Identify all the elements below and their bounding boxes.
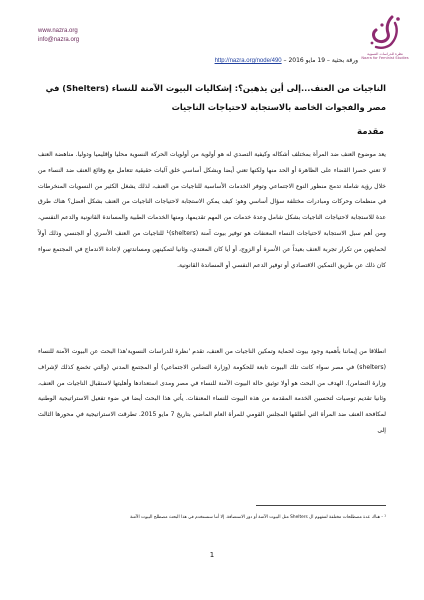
reference-url[interactable]: http://nazra.org/node/490 [214,58,282,64]
reference-date: ورقة بحثية – 19 مايو 2016 – [281,57,358,64]
logo-tagline: نظرة للدراسات النسوية Nazra for Feminist Studies [361,52,409,61]
document-title: الناجيات من العنف...إلى أين يذهبن؟: إشكاليات البيوت الآمنة للنساء (Shelters) في مصر والفجوات الخاصة بالاستجابة لاحتياجات الناجيات [45,83,386,112]
paragraph: يعد موضوع العنف ضد المرأة بمختلف أشكاله وكيفية التصدي له هو أولوية من أولويات الحركة النسوية محليا وإقليميا ودوليا. مناهضة العنف لا تعني حصرا القضاء على الظاهرة أو الحد منها ولكنها تعني أيضا وبشكل أساسي خلق آليات حقيقية تتعامل مع وقائع العنف ضد النساء من خلال رؤية شاملة تدمج منظور النوع الاجتماعي وتوفر الخدمات الأساسية للناجيات من العنف، لذلك يشغل الكثير من النسويات المنخرطات في منظمات وحركات ومبادرات مختلفة سؤال أساسي وهو: كيف يمكن الاستجابة لاحتياجات الناجيات من العنف بشكل أفضل؟ هناك طرق عدة للاستجابة لاحتياجات الناجيات بشكل شامل وعدة خدمات من المهم تقديمها، ومنها الخدمات الطبية والمساندة القانونية والدعم النفسي، ومن أهم سبل الاستجابة لاحتياجات النساء المعنفات هو توفير بيوت آمنة (shelters)¹ للناجيات من العنف الأسري أو الجنسي وذلك أولاً لحمايتهن من تكرار تجربة العنف بعيداً عن الأسرة أو الزوج، أو أيا كان المعتدي، وثانيا لتمكينهن ومساندتهن لإعادة الاندماج في المجتمع سواء كان ذلك عن طريق التمكين الاقتصادي أو توفير الدعم النفسي أو المساندة القانونية. [38,151,386,269]
footnote: ¹ - هناك عدة مصطلحات مختلفة لمفهوم ال Shelters مثل البيوت الآمنة أو دور الاستضافة. إلا أننا سنستخدم في هذا البحث مصطلح البيوت الآمنة [130,515,386,520]
nazra-logo [362,13,408,57]
page-number: 1 [209,551,215,559]
header-contact [38,27,79,45]
reference-line [188,57,358,64]
section-heading: مقدمة [356,127,384,137]
footnote-divider [256,505,386,506]
paragraph: انطلاقا من إيماننا بأهمية وجود بيوت لحماية وتمكين الناجيات من العنف، تقدم 'نظرة للدراسات النسوية'هذا البحث عن البيوت الآمنة للنساء (shelters) في مصر سواء كانت تلك البيوت تابعة للحكومة (وزارة التضامن الاجتماعي) أو المجتمع المدني (والتي تخضع كذلك لإشراف وزارة التضامن). الهدف من البحث هو أولا توثيق حالة البيوت الآمنة للنساء في مصر ومدى استعدادها وأهليتها لاستقبال الناجيات من العنف، وثانيا تقديم توصيات لتحسين الخدمة المقدمة من هذه البيوت للنساء المعنفات. يأتي هذا البحث أيضا في ضوء تفعيل الاستراتيجية الوطنية لمكافحة العنف ضد المرأة التي أطلقها المجلس القومي للمرأة العام الماضي بتاريخ 7 مايو 2015. تطرقت الاستراتيجية في محورها الثالث إلى [38,348,386,434]
email-link[interactable]: info@nazra.org [38,37,80,43]
site-link[interactable]: www.nazra.org [38,28,78,34]
